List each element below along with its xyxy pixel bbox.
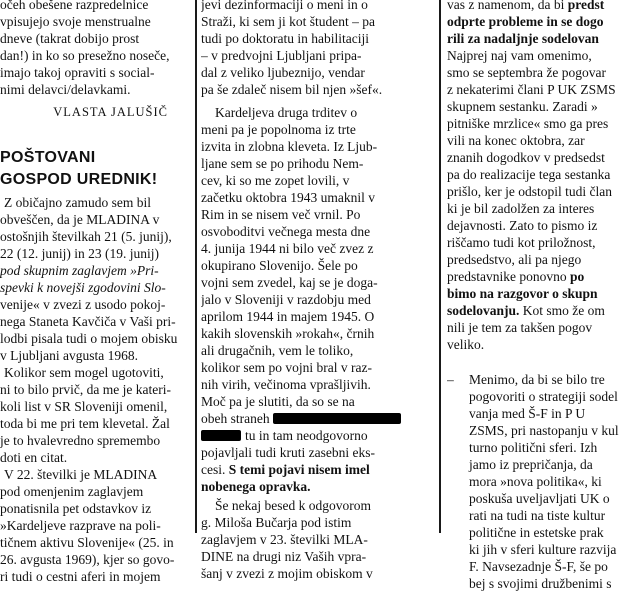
text-line: je to hvalevredno spremembo — [0, 433, 161, 448]
bold-fragment: po — [569, 269, 585, 284]
article-end-block — [0, 0, 186, 98]
text-line: vpisujejo svoje menstrualne — [0, 14, 151, 29]
text-line: mora »nova politika«, ki — [469, 474, 602, 489]
text-line: F. Navsezadnje Š-F, še po — [469, 559, 608, 574]
text-line: kakih slovenskih »rokah«, črnih — [201, 326, 375, 341]
text-line: dejavnosti. Zato to pismo iz — [447, 218, 598, 233]
text-line: imajo takoj opraviti s social- — [0, 65, 155, 80]
text-line: predsedstvo, ali pa njego — [447, 252, 582, 267]
text-fragment: predstavnike ponovno — [447, 269, 567, 284]
text-line: bej s svojimi družbenimi s — [469, 576, 612, 591]
text-line: prišlo, ker je odstopil tudi član — [447, 184, 612, 199]
text-line: venije« v zvezi z usodo pokoj- — [0, 297, 166, 312]
text-line: g. Miloša Bučarja pod istim — [201, 515, 352, 530]
letter-body — [0, 194, 186, 585]
text-line: 4. junija 1944 ni bilo več zvez z — [201, 241, 374, 256]
text-line: Kolikor sem mogel ugotoviti, — [4, 365, 164, 380]
text-line: ostošnjih številkah 21 (5. junij), — [0, 229, 172, 244]
text-line: obveščen, da je MLADINA v — [0, 212, 160, 227]
text-line: dan!) in ko so presežno noseče, — [0, 48, 170, 63]
letter-heading-line-2: GOSPOD UREDNIK! — [0, 171, 158, 188]
author-signature: VLASTA JALUŠIČ — [53, 105, 168, 119]
text-line — [201, 410, 431, 427]
letter-heading-line-1: POŠTOVANI — [0, 149, 96, 166]
text-line: izvita in zlobna kleveta. Iz Ljub- — [201, 139, 378, 154]
text-line: pojavljali tudi kruti zasebni eks- — [201, 445, 375, 460]
text-line: V 22. številki je MLADINA — [4, 467, 158, 482]
text-fragment: tu in tam neodgovorno — [245, 428, 368, 443]
text-fragment: Kot smo že om — [522, 303, 605, 318]
text-line: jalo v Sloveniji v razdobju med — [201, 292, 371, 307]
paragraph-kardelj — [201, 104, 431, 495]
text-line: ki je bil zadolžen za interes — [447, 201, 595, 216]
redaction-bar — [201, 430, 241, 441]
text-line: pitniške mrzlice« smo ga pres — [447, 116, 609, 131]
column-middle — [201, 0, 431, 582]
text-line: Rim in se nisem več vrnil. Po — [201, 207, 361, 222]
text-line: okupirano Slovenijo. Šele po — [201, 258, 358, 273]
text-line: v Ljubljani avgusta 1968. — [0, 348, 138, 363]
text-line: ni to bilo prvič, da me je kateri- — [0, 382, 171, 397]
redaction-bar — [273, 413, 401, 424]
text-line: poskuša uveljavljati UK o — [469, 491, 610, 506]
text-line — [201, 461, 431, 478]
text-line: Menimo, da bi se bilo tre — [469, 372, 605, 387]
text-line: Z običajno zamudo sem bil — [4, 195, 151, 210]
text-line — [447, 302, 640, 319]
text-line: dal z veliko ljubeznijo, vendar — [201, 65, 365, 80]
bold-fragment: sodelovanju. — [447, 303, 520, 318]
text-line: DINE na drugi niz Vaših vpra- — [201, 549, 367, 564]
text-line: lodbi pisala tudi o mojem obisku — [0, 331, 178, 346]
text-line: jamo iz prepričanja, da — [469, 457, 593, 472]
text-line: nega Staneta Kavčiča v Vaši pri- — [0, 314, 176, 329]
letter-block — [447, 0, 640, 353]
text-line: ponatisnila pet odstavkov iz — [0, 501, 152, 516]
text-line: rili za nadaljnje sodelovan — [447, 31, 599, 46]
text-line: kolikor sem po vojni bral v raz- — [201, 360, 372, 375]
text-line: 26. avgusta 1969), kjer so govo- — [0, 552, 175, 567]
dash-bullet: – — [447, 372, 454, 387]
text-line: zaglavjem v 23. številki MLA- — [201, 532, 368, 547]
text-line: začetku oktobra 1943 umaknil v — [201, 190, 375, 205]
text-line: smo se septembra že pogovar — [447, 65, 606, 80]
text-line: pa še zdaleč nisem bil njen »šef«. — [201, 82, 383, 97]
text-line: 22 (12. junij) in 23 (19. junij) — [0, 246, 159, 261]
text-line: meni pa je popolnoma iz trte — [201, 122, 356, 137]
text-line: veliko. — [447, 337, 485, 352]
text-line: nih virih, večinoma vprašljivih. — [201, 377, 371, 392]
text-fragment: cesi. — [201, 462, 226, 477]
text-line — [447, 268, 640, 285]
text-line: nobenega opravka. — [201, 479, 311, 494]
text-line: tičnem aktivu Slovenije« (25. in — [0, 535, 174, 550]
text-fragment: obeh straneh — [201, 411, 270, 426]
text-line: nimi delavci/delavkami. — [0, 82, 131, 97]
text-fragment: vas z namenom, da bi — [447, 0, 565, 12]
text-line: rati na tudi na tiste kultur — [469, 508, 606, 523]
text-line: ZSMS, pri nastopanju v kul — [469, 423, 619, 438]
text-line: Najprej naj vam omenimo, — [447, 48, 592, 63]
text-line: vojni sem zvedel, kaj se je doga- — [201, 275, 378, 290]
text-line: bimo na razgovor o skupn — [447, 286, 598, 301]
paragraph-bucar — [201, 497, 431, 582]
text-line: ki jih v sferi kulture razvija — [469, 542, 617, 557]
text-line: tudi po doktoratu in habilitaciji — [201, 31, 369, 46]
text-line: riščamo tudi kot priložnost, — [447, 235, 596, 250]
text-line: – v predvojni Ljubljani pripa- — [201, 48, 362, 63]
text-line — [201, 427, 431, 444]
text-line: aprilom 1944 in majem 1945. O — [201, 309, 375, 324]
text-line: vanja med Š-F in P U — [469, 406, 586, 421]
text-line: očeh obešene razpredelnice — [0, 0, 149, 12]
text-line — [447, 0, 640, 13]
text-line: koli list v SR Sloveniji omenil, — [0, 399, 168, 414]
text-line: odprte probleme in se dogo — [447, 14, 604, 29]
text-line: jevi dezinformaciji o meni in o — [201, 0, 368, 12]
text-line: pod skupnim zaglavjem »Pri- — [0, 263, 159, 278]
text-line: ri tudi o cestni aferi in mojem — [0, 569, 161, 584]
text-line: šanj v zvezi z mojim obiskom v — [201, 566, 373, 581]
list-item — [447, 371, 640, 592]
text-line: vili na konec oktobra, zar — [447, 133, 585, 148]
text-line: znanih dogodkov v predsedst — [447, 150, 605, 165]
text-line: spevki k novejši zgodovini Slo- — [0, 280, 166, 295]
text-line: Straži, ki sem ji kot študent – pa — [201, 14, 375, 29]
text-line: dneve (takrat dobijo prost — [0, 31, 140, 46]
text-line: cev, ki so me zopet lovili, v — [201, 173, 350, 188]
column-rule-right — [439, 0, 441, 533]
bold-fragment: S temi pojavi nisem imel — [228, 462, 370, 477]
text-line: turno politični sferi. Izh — [469, 440, 598, 455]
text-line: pa do realizacije tega sestanka — [447, 167, 611, 182]
bold-fragment: predst — [567, 0, 605, 12]
text-line: osvoboditvi večnega mesta dne — [201, 224, 371, 239]
text-line: Še nekaj besed k odgovorom — [215, 498, 371, 513]
text-line: toda bi me pri tem klevetal. Žal — [0, 416, 170, 431]
text-line: Kardeljeva druga trditev o — [215, 105, 358, 120]
letter-continuation — [201, 0, 431, 98]
text-line: z nekaterimi člani P UK ZSMS — [447, 82, 616, 97]
text-line: Moč pa je slutiti, da so se na — [201, 394, 355, 409]
text-line: politične in estetske prak — [469, 525, 604, 540]
column-left — [0, 0, 186, 585]
text-line: nili je tem za takšen pogov — [447, 320, 593, 335]
text-line: pod omenjenim zaglavjem — [0, 484, 144, 499]
text-line: pogovoriti o strategiji sodel — [469, 389, 618, 404]
column-right — [447, 0, 640, 592]
column-rule-left — [195, 0, 197, 533]
text-line: doti en citat. — [0, 450, 68, 465]
text-line: »Kardeljeve razprave na poli- — [0, 518, 161, 533]
text-line: ali drugačnih, vem le toliko, — [201, 343, 354, 358]
text-line: skupnem sestanku. Zaradi » — [447, 99, 598, 114]
text-line: ljane sem se po prihodu Nem- — [201, 156, 364, 171]
